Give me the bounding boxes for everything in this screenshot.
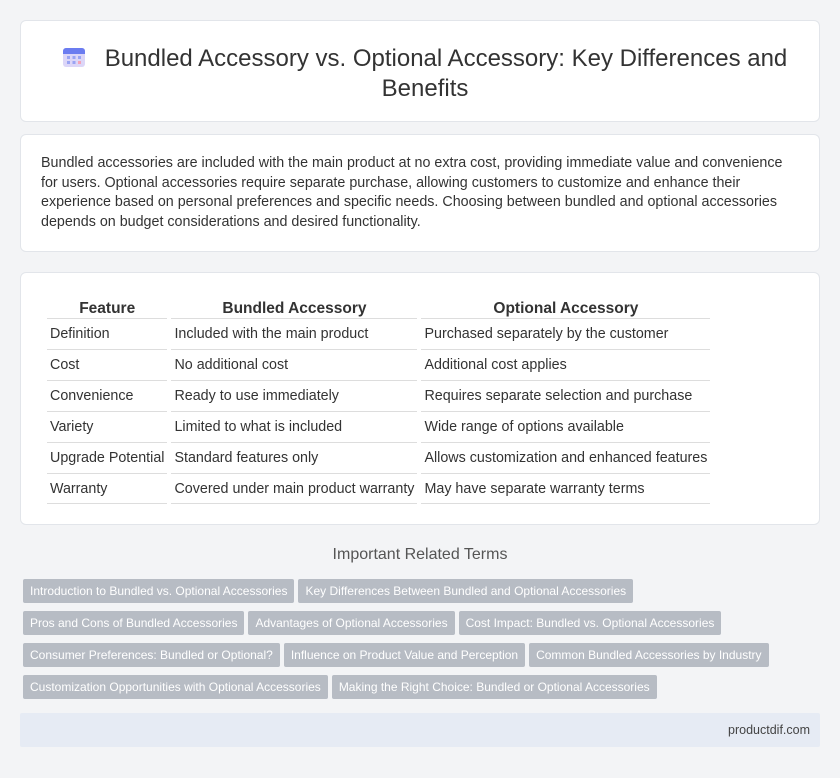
related-terms-list xyxy=(23,579,823,707)
intro-paragraph: Bundled accessories are included with the main product at no extra cost, providing immediate value and convenience for users. Optional accessories require separate purchase, allowing customers to customize and enhance their experience based on personal preferences and specific needs. Choosing between bundled and optional accessories depends on budget considerations and desired functionality. xyxy=(41,155,783,230)
table-row xyxy=(47,318,710,349)
table-cell: Requires separate selection and purchase xyxy=(421,380,710,411)
table-cell: Variety xyxy=(47,411,167,442)
table-cell: Purchased separately by the customer xyxy=(421,318,710,349)
related-term-tag[interactable]: Introduction to Bundled vs. Optional Accessories xyxy=(23,579,294,603)
table-cell: No additional cost xyxy=(171,349,417,380)
tag-row xyxy=(23,611,823,643)
table-cell: Warranty xyxy=(47,473,167,504)
tag-row xyxy=(23,579,823,611)
related-term-tag[interactable]: Pros and Cons of Bundled Accessories xyxy=(23,611,244,635)
page-title: Bundled Accessory vs. Optional Accessory: Key Differences and Benefits xyxy=(104,45,788,102)
table-cell: Wide range of options available xyxy=(421,411,710,442)
related-term-tag[interactable]: Consumer Preferences: Bundled or Optional? xyxy=(23,643,280,667)
calendar-icon xyxy=(63,45,85,65)
tag-row xyxy=(23,675,823,707)
related-term-tag[interactable]: Making the Right Choice: Bundled or Optional Accessories xyxy=(332,675,657,699)
intro-card xyxy=(20,134,820,252)
title-card xyxy=(20,20,820,122)
tag-row xyxy=(23,643,823,675)
related-term-tag[interactable]: Key Differences Between Bundled and Optional Accessories xyxy=(298,579,633,603)
related-term-tag[interactable]: Advantages of Optional Accessories xyxy=(248,611,454,635)
header-bundled: Bundled Accessory xyxy=(222,300,367,317)
table-cell: Additional cost applies xyxy=(421,349,710,380)
table-cell: Covered under main product warranty xyxy=(171,473,417,504)
related-term-tag[interactable]: Customization Opportunities with Optional Accessories xyxy=(23,675,328,699)
related-term-tag[interactable]: Common Bundled Accessories by Industry xyxy=(529,643,768,667)
table-row xyxy=(47,411,710,442)
table-row xyxy=(47,473,710,504)
header-feature: Feature xyxy=(79,300,136,317)
related-term-tag[interactable]: Cost Impact: Bundled vs. Optional Accessories xyxy=(459,611,722,635)
table-cell: Included with the main product xyxy=(171,318,417,349)
related-term-tag[interactable]: Influence on Product Value and Perception xyxy=(284,643,525,667)
header-optional: Optional Accessory xyxy=(493,300,639,317)
table-cell: Limited to what is included xyxy=(171,411,417,442)
table-cell: Upgrade Potential xyxy=(47,442,167,473)
table-cell: Convenience xyxy=(47,380,167,411)
footer-bar xyxy=(20,713,820,747)
related-terms-heading: Important Related Terms xyxy=(332,546,508,563)
table-cell: May have separate warranty terms xyxy=(421,473,710,504)
comparison-card xyxy=(20,272,820,525)
comparison-table xyxy=(43,295,714,504)
table-cell: Allows customization and enhanced features xyxy=(421,442,710,473)
table-cell: Standard features only xyxy=(171,442,417,473)
footer-site-link[interactable]: productdif.com xyxy=(728,723,810,737)
table-row xyxy=(47,380,710,411)
table-row xyxy=(47,349,710,380)
page-title-wrap xyxy=(61,44,789,104)
table-cell: Definition xyxy=(47,318,167,349)
table-cell: Cost xyxy=(47,349,167,380)
table-row xyxy=(47,442,710,473)
table-header-row xyxy=(47,295,710,318)
table-cell: Ready to use immediately xyxy=(171,380,417,411)
